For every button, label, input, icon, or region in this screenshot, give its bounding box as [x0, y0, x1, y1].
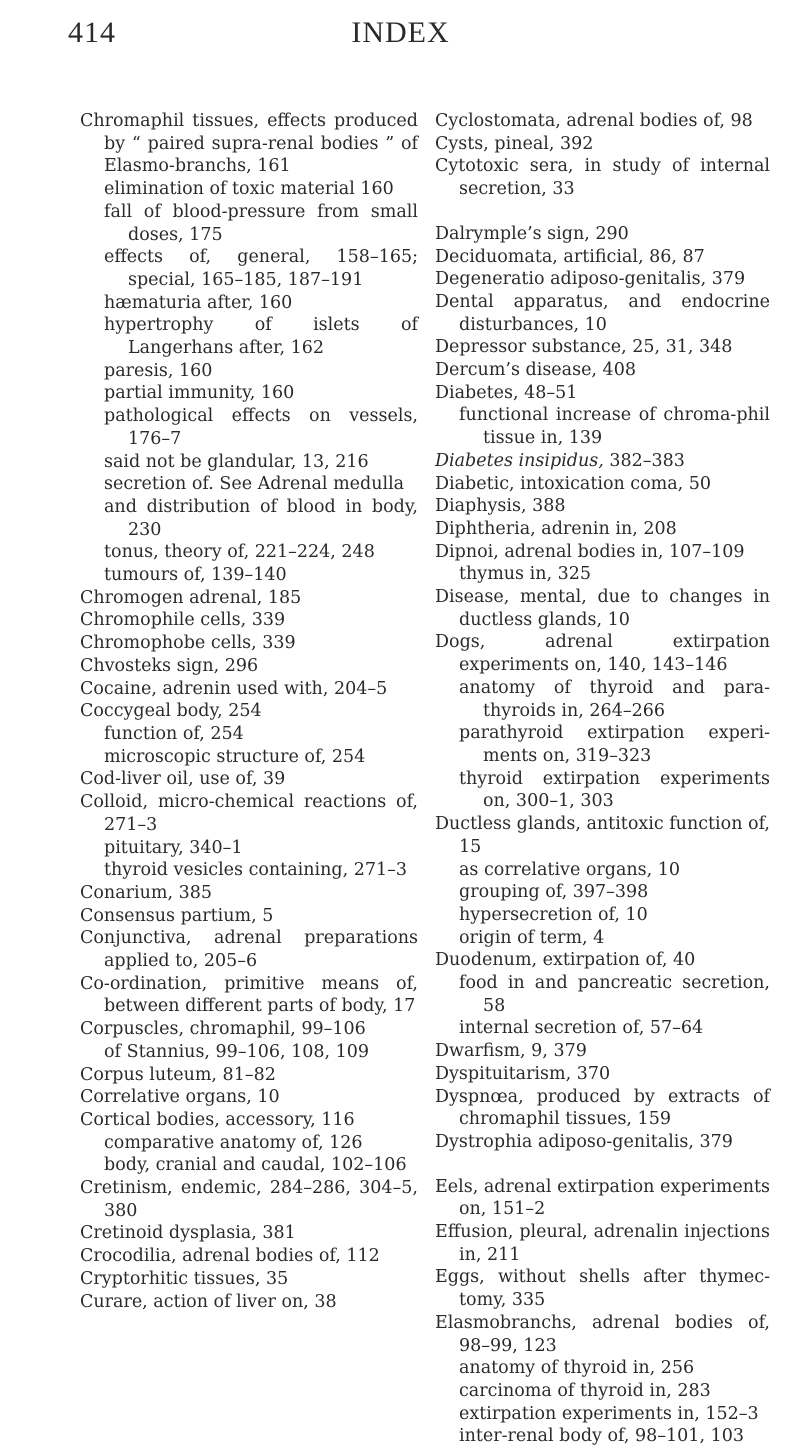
index-entry-text: Colloid, micro-chemical reactions of, 271–3: [80, 792, 418, 835]
index-entry-text: anatomy of thyroid in, 256: [459, 1358, 695, 1379]
index-subentry: [80, 496, 418, 541]
index-entry-text: Dalrymple’s sign, 290: [435, 223, 629, 244]
index-subentry: [435, 927, 770, 950]
index-entry-text: thyroid extirpation experiments on, 300–1, 303: [459, 768, 770, 812]
page-number: 414: [68, 16, 116, 49]
index-entry-text: Disease, mental, due to changes in ductless glands, 10: [435, 587, 770, 630]
index-entry-text: partial immunity, 160: [104, 383, 295, 404]
index-subentry: [435, 1403, 770, 1426]
index-entry: [80, 1177, 418, 1222]
index-entry: [435, 949, 770, 972]
index-entry-text: Coccygeal body, 254: [80, 701, 262, 722]
index-subentry: [435, 859, 770, 882]
page-title: INDEX: [351, 16, 450, 49]
index-entry-text: Cysts, pineal, 392: [435, 133, 594, 154]
index-entry-text: Conarium, 385: [80, 882, 212, 903]
index-entry: [435, 541, 770, 564]
index-subentry: [435, 677, 770, 722]
index-subentry: [80, 314, 418, 359]
index-entry-text: grouping of, 397–398: [459, 882, 649, 903]
index-entry-text: Dental apparatus, and endocrine disturbances, 10: [435, 291, 770, 335]
index-entry-text: Dyspituitarism, 370: [435, 1063, 611, 1084]
index-entry-text: Diabetes, 48–51: [435, 382, 578, 403]
index-entry-text: thyroid vesicles containing, 271–3: [104, 860, 407, 881]
index-entry-text: Cod-liver oil, use of, 39: [80, 769, 286, 790]
index-entry-text: Deciduomata, artificial, 86, 87: [435, 246, 705, 267]
index-subentry: [80, 541, 418, 564]
index-entry-text: food in and pancreatic secretion, 58: [459, 973, 770, 1016]
index-entry-text: body, cranial and caudal, 102–106: [104, 1155, 407, 1176]
index-subentry: [80, 451, 418, 474]
index-entry: [435, 336, 770, 359]
index-entry-text: Cytotoxic sera, in study of internal secretion, 33: [435, 156, 770, 200]
index-subentry: [435, 972, 770, 1017]
index-entry-text: Chvosteks sign, 296: [80, 655, 259, 676]
index-subentry: [80, 246, 418, 291]
index-entry: [80, 678, 418, 701]
index-entry: [435, 1221, 770, 1266]
index-subentry: [435, 768, 770, 813]
index-column-left: [80, 110, 418, 1313]
index-entry-text: carcinoma of thyroid in, 283: [459, 1380, 711, 1401]
index-subentry: [80, 837, 418, 860]
index-entry-text: Dogs, adrenal extirpation experiments on, 140, 143–146: [435, 632, 770, 676]
page-header: [0, 10, 801, 58]
index-entry-text: Curare, action of liver on, 38: [80, 1291, 337, 1312]
index-entry-text: Diabetic, intoxication coma, 50: [435, 473, 712, 494]
index-entry-text: Ductless glands, antitoxic function of, 15: [435, 814, 770, 857]
index-subentry: [80, 746, 418, 769]
index-entry: [435, 473, 770, 496]
index-entry-text: microscopic structure of, 254: [104, 746, 366, 767]
index-entry: [435, 631, 770, 676]
index-entry-text: fall of blood-pressure from small doses, 175: [104, 201, 418, 245]
index-subentry: [80, 473, 418, 496]
index-entry-text: of Stannius, 99–106, 108, 109: [104, 1041, 370, 1062]
index-entry-text: hypertrophy of islets of Langerhans after, 162: [104, 315, 418, 359]
index-entry-text: Cyclostomata, adrenal bodies of, 98: [435, 111, 753, 131]
index-entry-text: functional increase of chroma-phil tissue in, 139: [459, 405, 770, 449]
index-entry-text: Effusion, pleural, adrenalin injections in, 211: [435, 1222, 770, 1265]
index-entry-text: said not be glandular, 13, 216: [104, 451, 369, 472]
index-entry-text: Cretinism, endemic, 284–286, 304–5, 380: [80, 1178, 418, 1221]
index-entry-text: parathyroid extirpation experi-ments on, 319–323: [459, 723, 770, 766]
index-subentry: [435, 904, 770, 927]
index-entry-text: Consensus partium, 5: [80, 905, 274, 926]
index-entry: [435, 110, 770, 133]
index-entry: [80, 587, 418, 610]
index-subentry: [80, 1132, 418, 1155]
index-entry-text: paresis, 160: [104, 360, 213, 381]
index-entry-text: Co-ordination, primitive means of, between different parts of body, 17: [80, 973, 418, 1017]
index-entry: [435, 155, 770, 200]
index-entry: [80, 1086, 418, 1109]
index-entry: [435, 223, 770, 246]
index-entry-text: Diaphysis, 388: [435, 496, 566, 517]
index-entry-text: Eggs, without shells after thymec-tomy, 335: [435, 1267, 770, 1311]
index-entry: [435, 1086, 770, 1131]
index-entry-text: Dyspnœa, produced by extracts of chromaphil tissues, 159: [435, 1086, 770, 1130]
index-entry-text: Corpuscles, chromaphil, 99–106: [80, 1019, 366, 1040]
index-subentry: [435, 404, 770, 449]
index-entry: [80, 1291, 418, 1314]
index-entry-text: Dercum’s disease, 408: [435, 360, 636, 381]
letter-section-gap: [435, 1154, 770, 1176]
index-entry: [80, 632, 418, 655]
index-entry-text: Chromophobe cells, 339: [80, 633, 296, 654]
index-entry-text: Eels, adrenal extirpation experiments on, 151–2: [435, 1176, 770, 1220]
index-entry: [80, 927, 418, 972]
index-entry-text: Crocodilia, adrenal bodies of, 112: [80, 1246, 380, 1267]
index-entry: [80, 905, 418, 928]
index-entry-text: Cortical bodies, accessory, 116: [80, 1109, 355, 1130]
index-entry: [435, 133, 770, 156]
index-entry: [80, 973, 418, 1018]
index-subentry: [80, 564, 418, 587]
index-entry-text: hæmaturia after, 160: [104, 292, 293, 313]
index-entry-text: anatomy of thyroid and para-thyroids in, 264–266: [459, 677, 770, 721]
index-entry-text: pathological effects on vessels, 176–7: [104, 406, 418, 449]
index-entry-text: extirpation experiments in, 152–3: [459, 1403, 759, 1424]
index-entry-text: Dystrophia adiposo-genitalis, 379: [435, 1131, 733, 1152]
index-entry-text: internal secretion of, 57–64: [459, 1018, 704, 1039]
index-entry: [435, 813, 770, 858]
index-entry: [435, 1176, 770, 1221]
index-entry: [435, 1266, 770, 1311]
index-entry-text: 382–383: [603, 450, 685, 471]
index-entry-text: function of, 254: [104, 723, 244, 744]
index-entry-text: Depressor substance, 25, 31, 348: [435, 337, 733, 358]
index-subentry: [435, 1357, 770, 1380]
index-entry-text: tumours of, 139–140: [104, 565, 287, 586]
index-entry: [435, 586, 770, 631]
index-entry-text: Cretinoid dysplasia, 381: [80, 1223, 296, 1244]
index-subentry: [80, 292, 418, 315]
letter-section-gap: [435, 201, 770, 223]
index-subentry: [80, 360, 418, 383]
index-entry: [435, 291, 770, 336]
index-entry-text: Chromogen adrenal, 185: [80, 587, 302, 608]
index-entry: [80, 1064, 418, 1087]
index-entry: [435, 382, 770, 405]
index-entry-text: Correlative organs, 10: [80, 1087, 280, 1108]
index-entry-italic-head: Diabetes insipidus,: [435, 450, 604, 471]
index-entry-text: Corpus luteum, 81–82: [80, 1064, 276, 1085]
index-entry-text: Chromaphil tissues, effects produced by “ paired supra-renal bodies ” of Elasmo-branchs, 161: [80, 111, 418, 177]
index-entry-text: Cocaine, adrenin used with, 204–5: [80, 678, 388, 699]
index-subentry: [80, 1154, 418, 1177]
index-entry-text: thymus in, 325: [459, 564, 591, 585]
index-entry: [80, 609, 418, 632]
index-entry-text: Diphtheria, adrenin in, 208: [435, 518, 677, 539]
index-entry-text: Cryptorhitic tissues, 35: [80, 1268, 289, 1289]
index-subentry: [80, 1041, 418, 1064]
index-entry: [80, 1245, 418, 1268]
index-entry-text: and distribution of blood in body, 230: [104, 496, 418, 540]
index-entry-text: comparative anatomy of, 126: [104, 1132, 363, 1153]
index-entry: [80, 1222, 418, 1245]
index-entry: [435, 268, 770, 291]
index-entry-text: elimination of toxic material 160: [104, 179, 394, 200]
index-entry-text: Elasmobranchs, adrenal bodies of, 98–99, 123: [435, 1312, 770, 1356]
index-entry: [80, 655, 418, 678]
index-subentry: [80, 405, 418, 450]
index-entry: [80, 110, 418, 178]
index-subentry: [80, 859, 418, 882]
index-subentry: [80, 723, 418, 746]
index-subentry: [435, 1425, 770, 1448]
index-subentry: [80, 201, 418, 246]
index-entry: [80, 791, 418, 836]
index-entry: [435, 359, 770, 382]
index-entry-text: tonus, theory of, 221–224, 248: [104, 542, 375, 563]
index-entry-text: origin of term, 4: [459, 927, 605, 948]
index-subentry: [80, 382, 418, 405]
index-column-right: [435, 110, 770, 1448]
index-entry: [435, 518, 770, 541]
index-entry-text: Dipnoi, adrenal bodies in, 107–109: [435, 541, 745, 562]
index-entry-text: inter-renal body of, 98–101, 103: [459, 1426, 744, 1447]
index-subentry: [435, 881, 770, 904]
index-entry-text: effects of, general, 158–165; special, 165–185, 187–191: [104, 247, 418, 290]
index-entry: [80, 1018, 418, 1041]
index-entry-text: secretion of. See Adrenal medulla: [104, 474, 405, 495]
index-entry: [80, 882, 418, 905]
index-entry: [435, 1312, 770, 1357]
index-entry: [80, 1268, 418, 1291]
index-entry: [80, 700, 418, 723]
index-entry-text: Degeneratio adiposo-genitalis, 379: [435, 269, 746, 290]
index-entry-text: Chromophile cells, 339: [80, 610, 286, 631]
index-entry-text: hypersecretion of, 10: [459, 904, 648, 925]
index-entry-text: pituitary, 340–1: [104, 837, 243, 858]
index-entry: [435, 246, 770, 269]
index-entry-text: Dwarfism, 9, 379: [435, 1041, 587, 1062]
index-entry-text: Conjunctiva, adrenal preparations applied to, 205–6: [80, 928, 418, 972]
index-entry-text: as correlative organs, 10: [459, 859, 681, 880]
index-subentry: [435, 563, 770, 586]
index-entry: [435, 1131, 770, 1154]
index-entry: [435, 1040, 770, 1063]
index-subentry: [435, 722, 770, 767]
index-entry: [435, 1063, 770, 1086]
index-entry: [80, 1109, 418, 1132]
index-entry: [435, 495, 770, 518]
index-subentry: [80, 178, 418, 201]
index-entry: [80, 768, 418, 791]
index-entry-text: Duodenum, extirpation of, 40: [435, 950, 696, 971]
index-subentry: [435, 1380, 770, 1403]
index-subentry: [435, 1017, 770, 1040]
index-entry: [435, 450, 770, 473]
